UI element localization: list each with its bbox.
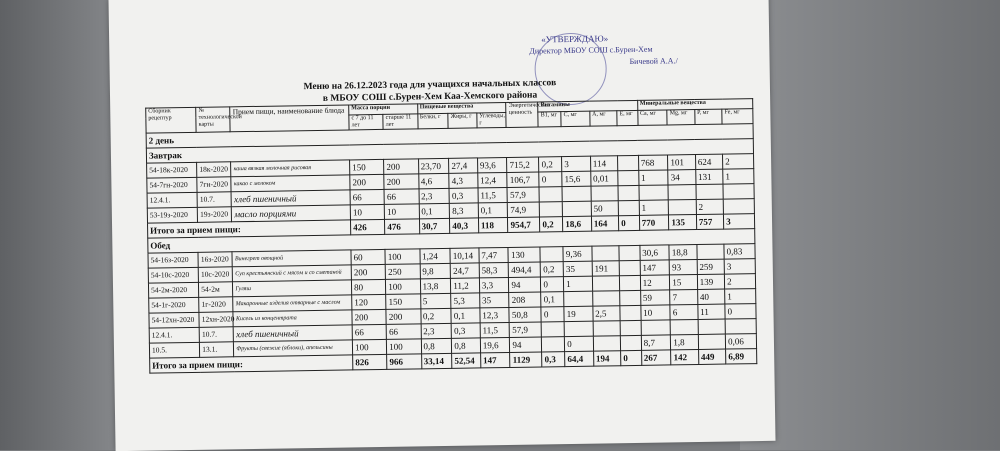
value-cell: 2,5 [593,306,621,321]
lunch-label: Обед [148,229,755,254]
value-cell: 66 [384,189,418,205]
total-cell: 33,14 [421,353,452,368]
value-cell: 1 [639,200,669,215]
value-cell: 40 [697,289,725,304]
col-vit-c: С, мг [561,111,590,126]
value-cell: 0,1 [478,202,508,217]
value-cell: 0,01 [590,171,618,186]
value-cell: 4,3 [449,173,478,188]
value-cell: 12 [640,275,670,290]
value-cell: 131 [695,169,723,184]
value-cell: 9,36 [563,246,592,261]
tech-card-code: 12хн-2020 [199,312,233,328]
value-cell: 106,7 [507,172,539,187]
value-cell: 9,8 [420,263,451,278]
value-cell: 100 [387,339,421,355]
value-cell: 3 [562,156,591,171]
recipe-code: 54-7гн-2020 [147,177,197,193]
col-fe: Fe, мг [722,109,753,124]
value-cell: 101 [668,155,696,170]
total-cell: 476 [385,219,419,235]
value-cell: 1 [638,170,668,185]
value-cell: 100 [385,249,419,265]
tech-card-code: 13.1. [200,342,234,358]
value-cell [562,201,591,216]
value-cell: 0,2 [539,157,562,172]
value-cell: 0 [565,336,594,351]
value-cell: 18,8 [669,245,697,260]
total-cell: 826 [353,354,387,370]
value-cell [564,321,593,336]
recipe-code: 54-18к-2020 [147,162,197,178]
value-cell: 114 [590,156,618,171]
value-cell [641,320,671,335]
value-cell [669,200,697,215]
total-cell: 147 [480,352,510,367]
value-cell: 150 [350,159,384,175]
tech-card-code: 16з-2020 [198,252,232,268]
total-cell: 3 [724,214,755,229]
tech-card-code: 18к-2020 [197,162,231,178]
total-cell: 0 [621,350,642,365]
value-cell [542,337,565,352]
value-cell: 10 [641,305,671,320]
recipe-code: 10.5. [149,342,199,358]
value-cell: 191 [592,261,620,276]
total-cell: 267 [641,350,671,365]
value-cell: 94 [510,337,542,352]
total-cell: 164 [591,216,619,231]
value-cell: 200 [384,159,418,175]
value-cell: 60 [351,249,385,265]
value-cell: 0,06 [725,334,756,349]
dish-name: Макаронные изделия отварные с маслом [233,295,352,312]
value-cell [618,185,639,200]
value-cell: 7 [670,289,698,304]
value-cell: 0,1 [541,292,564,307]
col-group-nutrients: Пищевые вещества [417,102,506,113]
document-page [108,0,775,451]
value-cell: 6 [670,304,698,319]
col-proteins: Белки, г [417,113,448,128]
dish-name: Гуляш [233,280,352,297]
lunch-rows [148,244,757,359]
dish-name: каша вязкая молочная рисовая [231,160,350,177]
tech-card-code: 1г-2020 [199,297,233,313]
col-ca: Са, мг [637,110,667,125]
value-cell: 50 [591,201,619,216]
value-cell: 66 [386,324,420,340]
total-cell: 135 [669,215,697,230]
value-cell: 624 [695,154,723,169]
value-cell: 10 [385,204,419,220]
value-cell [619,260,640,275]
value-cell: 100 [386,279,420,295]
value-cell: 0,1 [419,203,450,218]
col-dish-name: Прием пищи, наименование блюда [230,105,349,132]
dish-name: Суп крестьянский с мясом и со сметаной [233,265,352,282]
value-cell: 93 [669,260,697,275]
value-cell: 200 [351,264,385,280]
total-cell: 757 [696,214,724,229]
value-cell: 715,2 [507,157,539,172]
value-cell: 30,6 [640,245,670,260]
value-cell [698,319,726,334]
value-cell: 200 [352,309,386,325]
tech-card-code: 7гн-2020 [197,177,231,193]
value-cell: 0,1 [451,308,480,323]
value-cell: 35 [563,261,592,276]
approval-title: «УТВЕРЖДАЮ» [541,33,609,45]
total-cell: 426 [351,219,385,235]
value-cell [542,322,565,337]
value-cell [670,319,698,334]
col-fats: Жиры, г [448,113,477,128]
value-cell: 0,3 [449,188,478,203]
value-cell: 0 [539,172,562,187]
value-cell: 8,3 [450,203,479,218]
value-cell: 80 [351,279,385,295]
value-cell: 24,7 [450,263,479,278]
total-cell: 6,89 [726,349,757,364]
value-cell [562,186,591,201]
approval-line: Директор МБОУ СОШ с.Бурен-Хем [529,44,653,56]
value-cell: 0,8 [452,338,481,353]
total-cell: 449 [698,349,726,364]
breakfast-total-label: Итого за прием пищи: [148,220,351,238]
recipe-code: 54-2м-2020 [148,282,198,298]
value-cell: 12,3 [480,307,510,322]
value-cell: 1 [723,169,754,184]
value-cell: 50,8 [509,307,541,322]
value-cell: 1,24 [419,248,450,263]
value-cell [564,291,593,306]
value-cell: 2 [696,199,724,214]
total-cell: 194 [593,351,621,366]
value-cell: 11,5 [478,187,508,202]
value-cell: 2,3 [419,188,450,203]
value-cell: 120 [352,294,386,310]
menu-table [145,98,757,374]
value-cell: 1 [564,276,593,291]
recipe-code: 54-10с-2020 [148,267,198,283]
col-vit-a: А, мг [590,111,618,126]
value-cell [620,290,641,305]
value-cell: 27,4 [449,158,478,173]
value-cell [592,291,620,306]
value-cell [723,184,754,199]
value-cell: 1 [725,289,756,304]
value-cell [639,185,669,200]
day-label: 2 день [146,124,753,149]
value-cell: 58,3 [479,262,509,277]
dish-name: хлеб пшеничный [234,325,353,342]
value-cell: 12,4 [478,172,508,187]
col-group-minerals: Минеральные вещества [637,99,752,111]
recipe-code: 54-12хн-2020 [149,312,199,328]
value-cell: 3,3 [479,277,509,292]
value-cell [620,275,641,290]
value-cell: 19,6 [480,337,510,352]
recipe-code: 54-16з-2020 [148,252,198,268]
value-cell [668,185,696,200]
value-cell: 74,9 [508,202,540,217]
value-cell [696,184,724,199]
value-cell [592,276,620,291]
value-cell: 0 [541,277,564,292]
value-cell: 5 [420,293,451,308]
col-p: Р, мг [695,109,723,124]
value-cell [540,247,563,262]
breakfast-rows [147,154,755,224]
dish-name: масло порциями [232,205,351,222]
value-cell: 0,3 [451,323,480,338]
value-cell [593,336,621,351]
recipe-code: 54-1г-2020 [149,297,199,313]
value-cell: 147 [640,260,670,275]
value-cell: 0,2 [420,308,451,323]
value-cell [620,335,641,350]
recipe-code: 12.4.1. [149,327,199,343]
col-tech-card: № технологической карты [196,107,231,133]
total-cell: 30,7 [419,218,450,233]
value-cell: 11,2 [451,278,480,293]
value-cell: 57,9 [510,322,542,337]
value-cell: 200 [386,309,420,325]
approval-signature: Бичевой А.А./ [629,56,678,67]
lunch-total-label: Итого за прием пищи: [150,355,353,373]
value-cell: 0,83 [724,244,755,259]
menu-subtitle: в МБОУ СОШ с.Бурен-Хем Каа-Хемского района [322,90,538,104]
value-cell: 10,14 [450,248,479,263]
value-cell: 130 [508,247,540,262]
value-cell: 34 [668,170,696,185]
value-cell [618,170,639,185]
value-cell [725,319,756,334]
value-cell: 11,5 [480,322,510,337]
value-cell: 2,3 [421,323,452,338]
value-cell: 208 [509,292,541,307]
dish-name: какао с молоком [231,175,350,192]
col-carbs: Углеводы, г [477,112,507,127]
value-cell: 100 [352,339,386,355]
total-cell: 0,3 [542,352,565,367]
total-cell: 954,7 [508,217,540,232]
tech-card-code: 10с-2020 [198,267,232,283]
value-cell: 2 [724,274,755,289]
value-cell [723,199,754,214]
value-cell: 59 [640,290,670,305]
value-cell [698,334,726,349]
value-cell [619,245,640,260]
total-cell: 770 [639,215,669,230]
tech-card-code: 10.7. [199,327,233,343]
value-cell: 3 [724,259,755,274]
value-cell: 0,2 [541,262,564,277]
recipe-code: 53-19з-2020 [147,207,197,223]
value-cell [697,244,725,259]
value-cell: 200 [350,174,384,190]
value-cell: 15,6 [562,171,591,186]
value-cell: 15 [670,274,698,289]
value-cell: 0 [725,304,756,319]
value-cell [620,305,641,320]
value-cell: 139 [697,274,725,289]
col-group-mass: Масса порции [349,104,418,115]
value-cell [618,200,639,215]
tech-card-code: 10.7. [197,192,231,208]
col-mass-11: старше 11 лет [383,114,417,130]
total-cell: 52,54 [452,353,481,368]
total-cell: 1129 [510,352,542,367]
value-cell: 35 [479,292,509,307]
total-cell: 966 [387,354,421,370]
value-cell: 93,6 [477,157,507,172]
col-vit-b1: B1, мг [538,112,561,127]
value-cell [593,321,621,336]
col-group-vitamins: Витамины [538,100,637,112]
value-cell: 8,7 [641,335,671,350]
value-cell: 0,8 [421,338,452,353]
dish-name: Кисель из концентрата [233,310,352,327]
value-cell: 19 [564,306,593,321]
total-cell: 0,2 [540,217,563,232]
value-cell: 200 [384,174,418,190]
value-cell: 66 [352,324,386,340]
total-cell: 0 [619,215,640,230]
tech-card-code: 19з-2020 [197,207,231,223]
value-cell: 768 [638,155,668,170]
value-cell: 250 [385,264,419,280]
total-cell: 40,3 [450,218,479,233]
col-vit-e: Е, мг [617,110,638,125]
value-cell: 150 [386,294,420,310]
value-cell: 0 [541,307,564,322]
value-cell: 494,4 [509,262,541,277]
tech-card-code: 54-2м [199,282,233,298]
dish-name: Винегрет овощной [232,250,351,267]
recipe-code: 12.4.1. [147,192,197,208]
value-cell: 1,8 [671,334,699,349]
col-mg: Mg, мг [667,110,695,125]
value-cell: 66 [350,189,384,205]
col-energy: Энергетическая ценность [506,102,538,127]
value-cell: 5,3 [451,293,480,308]
value-cell: 57,9 [507,187,539,202]
value-cell: 2 [723,154,754,169]
value-cell: 7,47 [479,247,509,262]
dish-name: Фрукты (свежие (яблоки), апельсины [234,340,353,357]
value-cell: 23,70 [418,158,449,173]
value-cell: 4,6 [418,173,449,188]
value-cell: 10 [350,204,384,220]
menu-title: Меню на 26.12.2023 года для учащихся начальных классов [303,78,557,93]
value-cell: 11 [698,304,726,319]
value-cell [592,246,620,261]
col-mass-7-11: с 7 до 11 лет [349,114,383,130]
dish-name: хлеб пшеничный [231,190,350,207]
value-cell: 259 [697,259,725,274]
value-cell [618,155,639,170]
value-cell: 94 [509,277,541,292]
total-cell: 118 [478,217,508,232]
background-right [740,0,1000,450]
col-sbornik: Сборник рецептур [146,107,197,133]
value-cell [591,186,619,201]
total-cell: 64,4 [565,351,594,366]
value-cell [620,320,641,335]
breakfast-label: Завтрак [146,139,753,164]
total-cell: 142 [671,349,699,364]
value-cell [539,187,562,202]
total-cell: 18,6 [563,216,592,231]
value-cell: 13,8 [420,278,451,293]
value-cell [540,202,563,217]
